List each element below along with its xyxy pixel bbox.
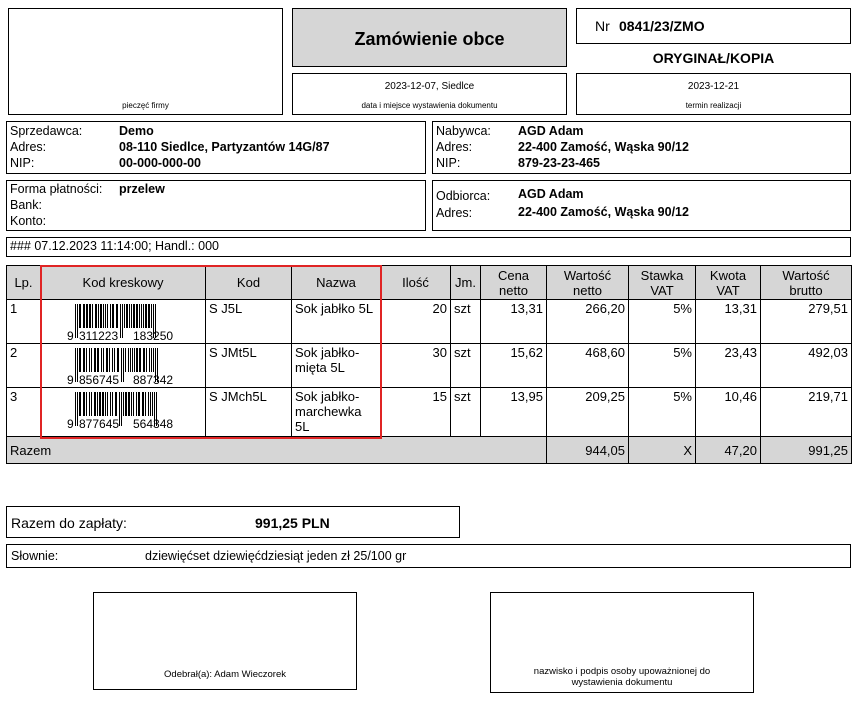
buyer-label: Nabywca: (436, 124, 491, 138)
due-date-caption: termin realizacji (685, 101, 742, 110)
row-lp: 1 (7, 300, 41, 344)
total-to-pay-box (6, 506, 460, 538)
row-code: S JMt5L (206, 344, 292, 388)
items-table (6, 265, 852, 464)
row-vat-amount: 10,46 (696, 388, 761, 437)
recipient-address-label: Adres: (436, 206, 473, 220)
col-code: Kod (206, 266, 292, 300)
row-code: S J5L (206, 300, 292, 344)
seller-address: 08-110 Siedlce, Partyzantów 14G/87 (119, 140, 330, 154)
document-title-box (292, 8, 567, 67)
col-unit: Jm. (451, 266, 481, 300)
row-vat-rate: 5% (629, 300, 696, 344)
row-value-net: 468,60 (547, 344, 629, 388)
due-date-box (576, 73, 851, 115)
barcode-digits-left: 856745 (79, 373, 120, 386)
col-barcode: Kod kreskowy (41, 266, 206, 300)
barcode-image (67, 302, 179, 342)
authorized-signature-box (490, 592, 754, 693)
barcode-digits-right: 183250 (133, 329, 174, 342)
stamp-caption: pieczęć firmy (122, 101, 169, 110)
col-vat-rate: Stawka VAT (629, 266, 696, 300)
meta-line: ### 07.12.2023 11:14:00; Handl.: 000 (10, 239, 219, 253)
totals-vat-rate: X (629, 437, 696, 464)
seller-nip-label: NIP: (10, 156, 35, 170)
col-price-net: Cena netto (481, 266, 547, 300)
col-qty: Ilość (381, 266, 451, 300)
row-value-gross: 492,03 (761, 344, 852, 388)
received-by: Odebrał(a): Adam Wieczorek (164, 669, 286, 680)
issue-date-place: 2023-12-07, Siedlce (384, 81, 475, 92)
due-date: 2023-12-21 (687, 81, 740, 92)
seller-address-label: Adres: (10, 140, 47, 154)
row-unit: szt (451, 300, 481, 344)
barcode-cell (41, 344, 206, 388)
row-price-net: 13,31 (481, 300, 547, 344)
row-price-net: 13,95 (481, 388, 547, 437)
in-words-label: Słownie: (11, 549, 59, 563)
col-vat-amount: Kwota VAT (696, 266, 761, 300)
barcode-image (67, 390, 179, 430)
seller-box (6, 121, 426, 174)
row-vat-amount: 13,31 (696, 300, 761, 344)
payment-form-label: Forma płatności: (10, 182, 103, 196)
payment-box (6, 180, 426, 231)
row-vat-rate: 5% (629, 388, 696, 437)
buyer-address: 22-400 Zamość, Wąska 90/12 (518, 140, 689, 154)
row-qty: 15 (381, 388, 451, 437)
row-qty: 20 (381, 300, 451, 344)
account-label: Konto: (10, 214, 47, 228)
buyer-nip: 879-23-23-465 (518, 156, 601, 170)
recipient-label: Odbiorca: (436, 189, 491, 203)
in-words-value: dziewięćset dziewięćdziesiąt jeden zł 25/100 gr (145, 549, 407, 563)
barcode-digit-a: 9 (67, 417, 74, 430)
barcode-cell (41, 388, 206, 437)
bank-label: Bank: (10, 198, 42, 212)
document-number-box (576, 8, 851, 44)
row-lp: 3 (7, 388, 41, 437)
row-vat-rate: 5% (629, 344, 696, 388)
row-name: Sok jabłko 5L (292, 300, 381, 344)
col-lp: Lp. (7, 266, 41, 300)
seller-nip: 00-000-000-00 (119, 156, 202, 170)
table-row (7, 344, 852, 388)
barcode-digit-a: 9 (67, 329, 74, 342)
barcode-digits-left: 311223 (79, 329, 119, 342)
recipient-box (432, 180, 851, 231)
table-row (7, 300, 852, 344)
authorized-caption-1: nazwisko i podpis osoby upoważnionej do (533, 666, 711, 677)
row-name: Sok jabłko-mięta 5L (292, 344, 381, 388)
totals-value-gross: 991,25 (761, 437, 852, 464)
barcode-cell (41, 300, 206, 344)
meta-line-box (6, 237, 851, 257)
buyer-nip-label: NIP: (436, 156, 461, 170)
col-value-net: Wartość netto (547, 266, 629, 300)
row-vat-amount: 23,43 (696, 344, 761, 388)
document-title: Zamówienie obce (354, 29, 505, 49)
seller-label: Sprzedawca: (10, 124, 83, 138)
barcode-image (67, 346, 179, 386)
recipient-name: AGD Adam (518, 187, 584, 201)
col-value-gross: Wartość brutto (761, 266, 852, 300)
recipient-address: 22-400 Zamość, Wąska 90/12 (518, 205, 689, 219)
barcode-digit-a: 9 (67, 373, 74, 386)
seller-name: Demo (119, 124, 154, 138)
total-to-pay-label: Razem do zapłaty: (11, 515, 127, 531)
total-to-pay-value: 991,25 PLN (255, 515, 330, 531)
issue-date-box (292, 73, 567, 115)
original-copy-label: ORYGINAŁ/KOPIA (652, 50, 775, 66)
row-code: S JMch5L (206, 388, 292, 437)
table-row (7, 388, 852, 437)
row-name: Sok jabłko-marchewka 5L (292, 388, 381, 437)
row-value-net: 209,25 (547, 388, 629, 437)
totals-label: Razem (7, 437, 547, 464)
document-number: 0841/23/ZMO (619, 18, 705, 34)
totals-value-net: 944,05 (547, 437, 629, 464)
in-words-box (6, 544, 851, 568)
issue-date-caption: data i miejsce wystawienia dokumentu (361, 101, 498, 110)
row-unit: szt (451, 344, 481, 388)
totals-row (7, 437, 852, 464)
row-unit: szt (451, 388, 481, 437)
row-lp: 2 (7, 344, 41, 388)
number-label: Nr (595, 18, 610, 34)
received-signature-box (93, 592, 357, 690)
row-price-net: 15,62 (481, 344, 547, 388)
authorized-caption-2: wystawienia dokumentu (571, 677, 673, 688)
buyer-address-label: Adres: (436, 140, 473, 154)
row-value-gross: 219,71 (761, 388, 852, 437)
barcode-digits-right: 564348 (133, 417, 174, 430)
barcode-digits-left: 877645 (79, 417, 120, 430)
barcode-digits-right: 887342 (133, 373, 174, 386)
payment-form: przelew (119, 182, 165, 196)
table-header-row (7, 266, 852, 300)
row-value-net: 266,20 (547, 300, 629, 344)
col-name: Nazwa (292, 266, 381, 300)
company-stamp-box (8, 8, 283, 115)
buyer-box (432, 121, 851, 174)
row-qty: 30 (381, 344, 451, 388)
buyer-name: AGD Adam (518, 124, 584, 138)
totals-vat-amount: 47,20 (696, 437, 761, 464)
row-value-gross: 279,51 (761, 300, 852, 344)
